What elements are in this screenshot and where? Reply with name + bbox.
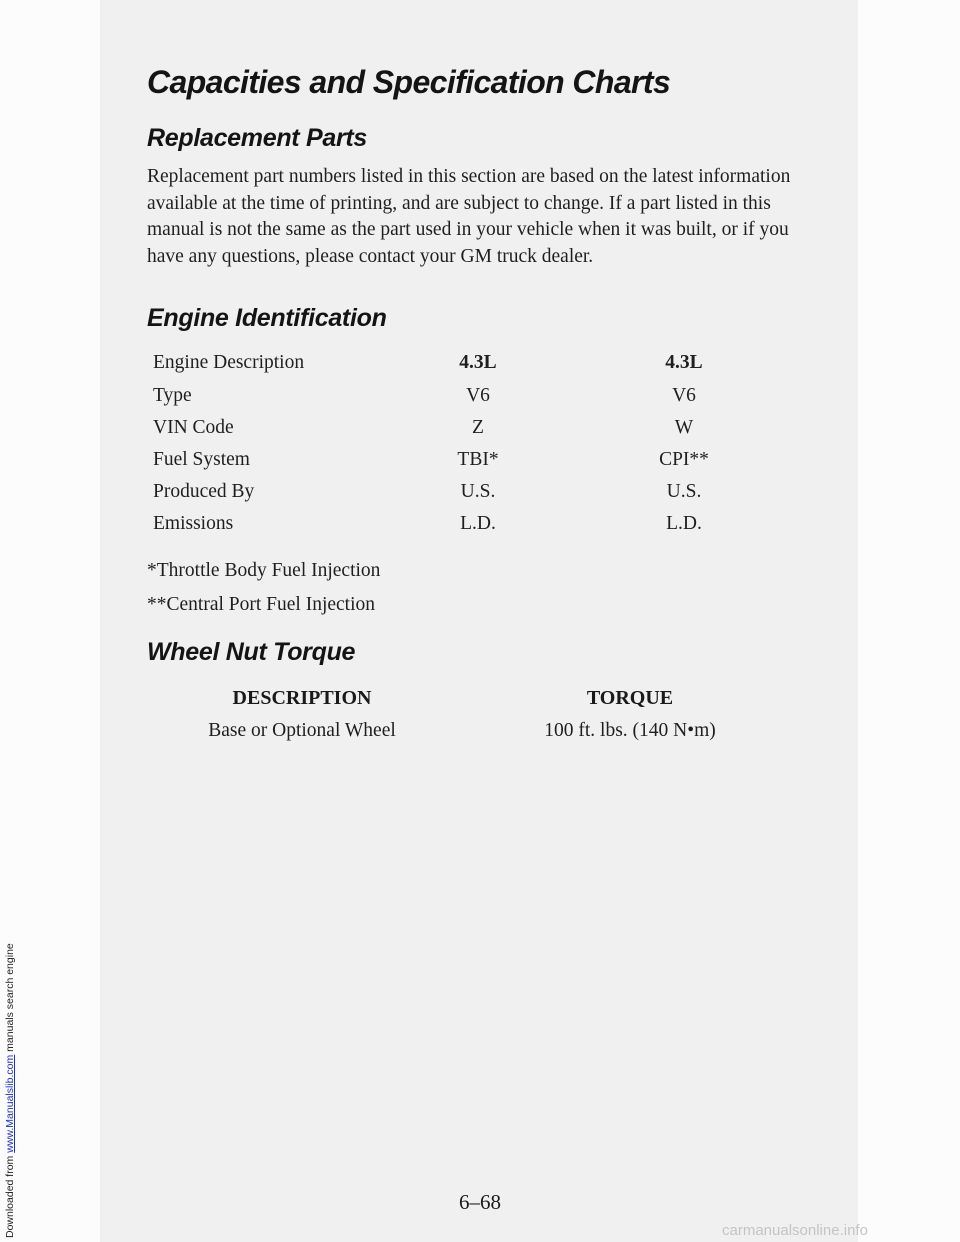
spec-value-w: 4.3L <box>665 352 703 373</box>
footnote-tbi: *Throttle Body Fuel Injection <box>147 560 381 581</box>
right-margin <box>858 0 960 1242</box>
spec-label: Emissions <box>153 513 234 534</box>
spec-value-w: L.D. <box>666 513 702 534</box>
description-column-header: DESCRIPTION <box>232 687 372 709</box>
page-number: 6–68 <box>459 1190 501 1214</box>
torque-value: 100 ft. lbs. (140 N•m) <box>544 720 716 741</box>
spec-value-w: U.S. <box>666 481 702 502</box>
spec-value-z: U.S. <box>460 481 496 502</box>
spec-label: Engine Description <box>153 352 305 373</box>
engine-identification-heading: Engine Identification <box>147 304 387 332</box>
watermark: carmanualsonline.info <box>722 1222 868 1239</box>
spec-value-z: 4.3L <box>459 352 497 373</box>
replacement-parts-paragraph: Replacement part numbers listed in this section are based on the latest information available at the time of printing, and are subject to change. If a part listed in this manual is not the same as the part used in your vehicle when it was built, or if you have any questions, please contact your GM truck dealer. <box>147 166 791 267</box>
spec-value-w: CPI** <box>659 449 709 470</box>
source-suffix: manuals search engine <box>4 943 16 1055</box>
torque-column-header: TORQUE <box>586 687 674 709</box>
manualslib-link[interactable]: www.Manualslib.com <box>4 1054 16 1153</box>
spec-row-fuel-system <box>0 449 960 479</box>
wheel-description: Base or Optional Wheel <box>208 720 396 741</box>
footnote-cpi: **Central Port Fuel Injection <box>147 594 376 615</box>
spec-label: Produced By <box>153 481 255 502</box>
spec-label: VIN Code <box>153 417 234 438</box>
spec-value-z: TBI* <box>457 449 499 470</box>
spec-row-vin-code <box>0 417 960 447</box>
spec-row-engine-description <box>0 352 960 382</box>
spec-value-w: V6 <box>672 385 696 406</box>
spec-value-z: L.D. <box>460 513 496 534</box>
spec-value-w: W <box>674 417 694 438</box>
spec-value-z: Z <box>472 417 484 438</box>
spec-row-emissions <box>0 513 960 543</box>
spec-row-produced-by <box>0 481 960 511</box>
spec-label: Fuel System <box>153 449 250 470</box>
page-title: Capacities and Specification Charts <box>147 64 671 100</box>
wheel-nut-torque-heading: Wheel Nut Torque <box>147 638 356 666</box>
replacement-parts-heading: Replacement Parts <box>147 124 367 152</box>
spec-value-z: V6 <box>466 385 490 406</box>
spec-row-type <box>0 385 960 415</box>
source-prefix: Downloaded from <box>4 1152 16 1238</box>
spec-label: Type <box>153 385 192 406</box>
